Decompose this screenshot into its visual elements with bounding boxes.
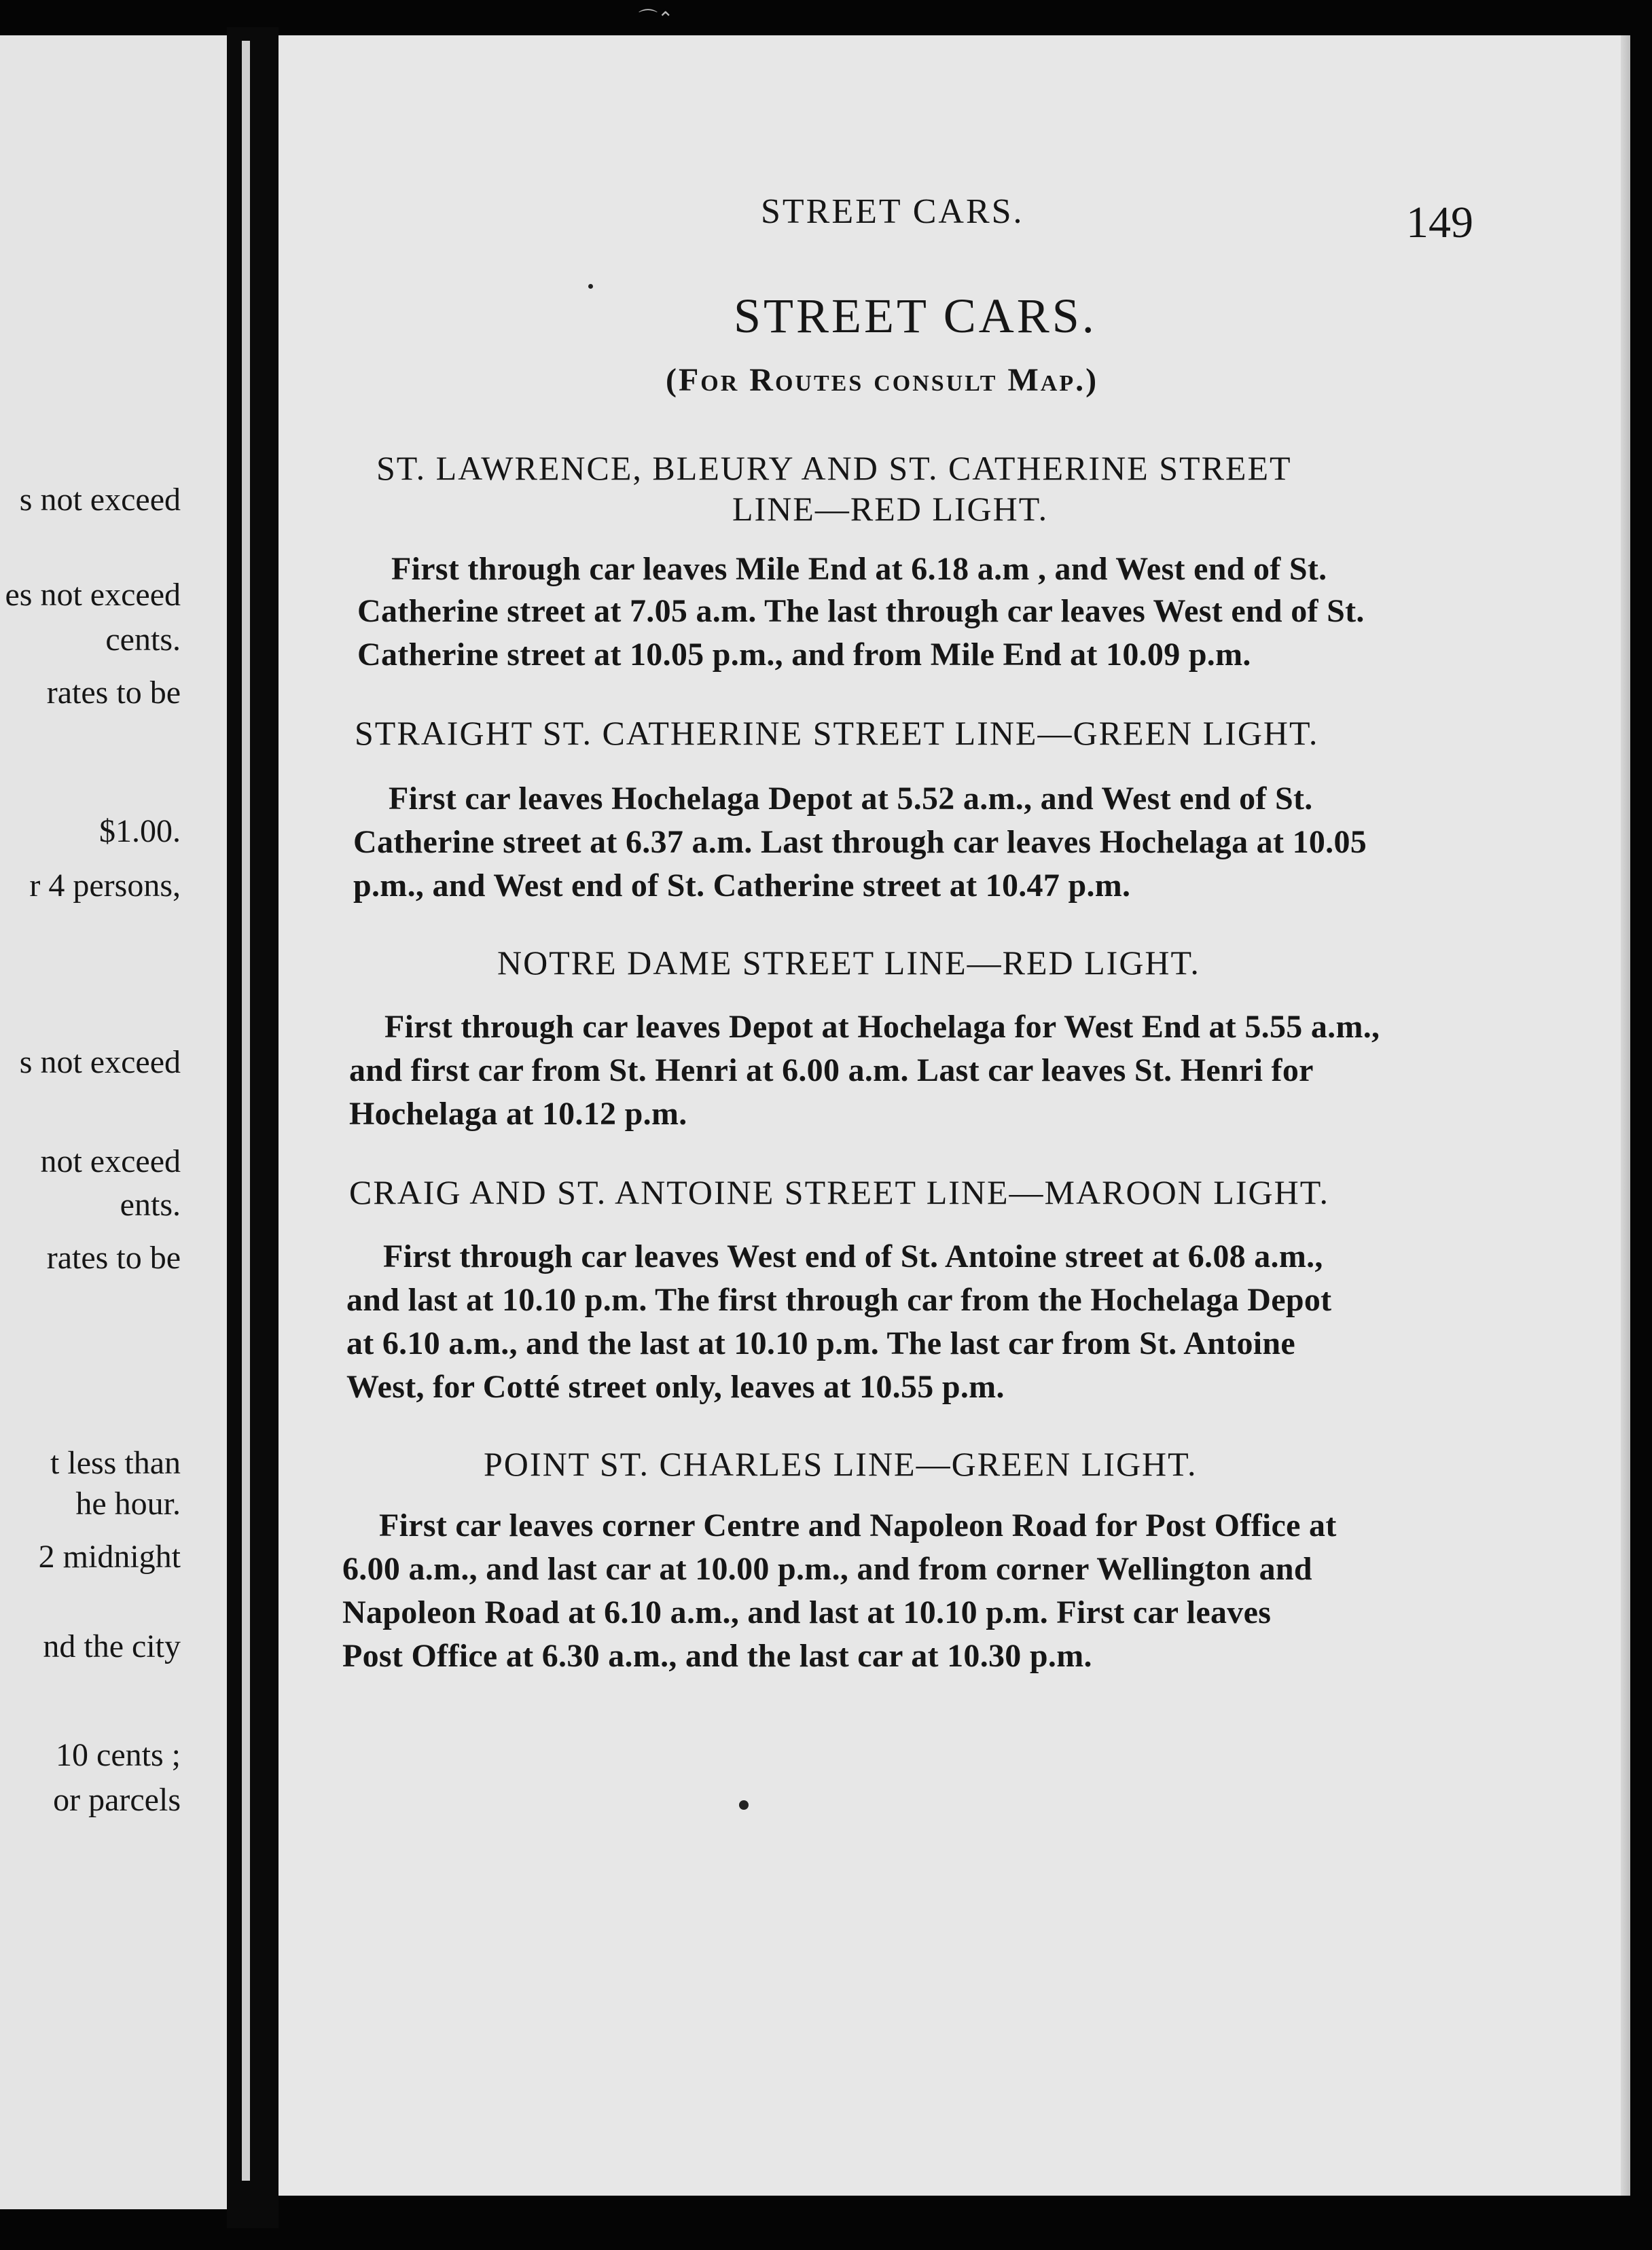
book-spine bbox=[227, 27, 279, 2228]
left-fragment: s not exceed bbox=[19, 482, 181, 518]
body-line: Catherine street at 6.37 a.m. Last through car leaves Hochelaga at 10.05 bbox=[353, 824, 1367, 860]
left-page bbox=[0, 35, 227, 2209]
body-line: Hochelaga at 10.12 p.m. bbox=[349, 1096, 687, 1132]
left-fragment: rates to be bbox=[46, 1240, 181, 1276]
speck bbox=[588, 284, 593, 289]
left-fragment: t less than bbox=[50, 1445, 181, 1481]
left-fragment: he hour. bbox=[75, 1486, 181, 1522]
body-line: at 6.10 a.m., and the last at 10.10 p.m. The last car from St. Antoine bbox=[346, 1325, 1296, 1361]
body-line: Napoleon Road at 6.10 a.m., and last at 10.10 p.m. First car leaves bbox=[342, 1594, 1272, 1630]
left-fragment: or parcels bbox=[53, 1782, 181, 1818]
running-head: STREET CARS. bbox=[761, 192, 1024, 231]
body-line: First car leaves corner Centre and Napoleon Road for Post Office at bbox=[379, 1507, 1337, 1543]
left-fragment: nd the city bbox=[43, 1628, 181, 1664]
body-line: and last at 10.10 p.m. The first through car from the Hochelaga Depot bbox=[346, 1282, 1332, 1318]
page-subtitle: (For Routes consult Map.) bbox=[666, 362, 1099, 398]
page-number: 149 bbox=[1406, 198, 1473, 247]
section-heading: LINE—RED LIGHT. bbox=[732, 490, 1049, 528]
section-heading: POINT ST. CHARLES LINE—GREEN LIGHT. bbox=[484, 1445, 1198, 1483]
left-fragment: s not exceed bbox=[19, 1044, 181, 1080]
body-line: and first car from St. Henri at 6.00 a.m. Last car leaves St. Henri for bbox=[349, 1052, 1314, 1088]
left-fragment: r 4 persons, bbox=[29, 868, 181, 904]
body-line: p.m., and West end of St. Catherine street at 10.47 p.m. bbox=[353, 868, 1131, 904]
body-line: First through car leaves Depot at Hochelaga for West End at 5.55 a.m., bbox=[384, 1009, 1380, 1045]
scan-mark: ⌒⌃ bbox=[639, 9, 674, 30]
body-line: Post Office at 6.30 a.m., and the last car at 10.30 p.m. bbox=[342, 1638, 1092, 1674]
section-heading: STRAIGHT ST. CATHERINE STREET LINE—GREEN LIGHT. bbox=[355, 714, 1319, 752]
left-fragment: es not exceed bbox=[5, 577, 181, 613]
left-fragment: 10 cents ; bbox=[56, 1737, 181, 1773]
speck bbox=[739, 1800, 749, 1810]
left-fragment: not exceed bbox=[40, 1143, 181, 1179]
body-line: First through car leaves West end of St. Antoine street at 6.08 a.m., bbox=[383, 1238, 1323, 1274]
body-line: 6.00 a.m., and last car at 10.00 p.m., and from corner Wellington and bbox=[342, 1551, 1312, 1587]
left-fragment: ents. bbox=[120, 1187, 181, 1223]
left-fragment: 2 midnight bbox=[38, 1539, 181, 1575]
body-line: First car leaves Hochelaga Depot at 5.52 a.m., and West end of St. bbox=[389, 781, 1313, 817]
section-heading: ST. LAWRENCE, BLEURY AND ST. CATHERINE STREET bbox=[376, 449, 1292, 487]
body-line: Catherine street at 10.05 p.m., and from Mile End at 10.09 p.m. bbox=[357, 637, 1251, 673]
section-heading: CRAIG AND ST. ANTOINE STREET LINE—MAROON LIGHT. bbox=[349, 1173, 1330, 1211]
page-title: STREET CARS. bbox=[734, 289, 1097, 343]
page-edge bbox=[242, 41, 250, 2181]
left-fragment: rates to be bbox=[46, 675, 181, 711]
left-fragment: cents. bbox=[105, 622, 181, 658]
left-fragment: $1.00. bbox=[99, 813, 181, 849]
section-heading: NOTRE DAME STREET LINE—RED LIGHT. bbox=[497, 944, 1200, 982]
body-line: West, for Cotté street only, leaves at 10.55 p.m. bbox=[346, 1369, 1005, 1405]
body-line: First through car leaves Mile End at 6.18 a.m , and West end of St. bbox=[391, 551, 1327, 587]
body-line: Catherine street at 7.05 a.m. The last through car leaves West end of St. bbox=[357, 593, 1365, 629]
